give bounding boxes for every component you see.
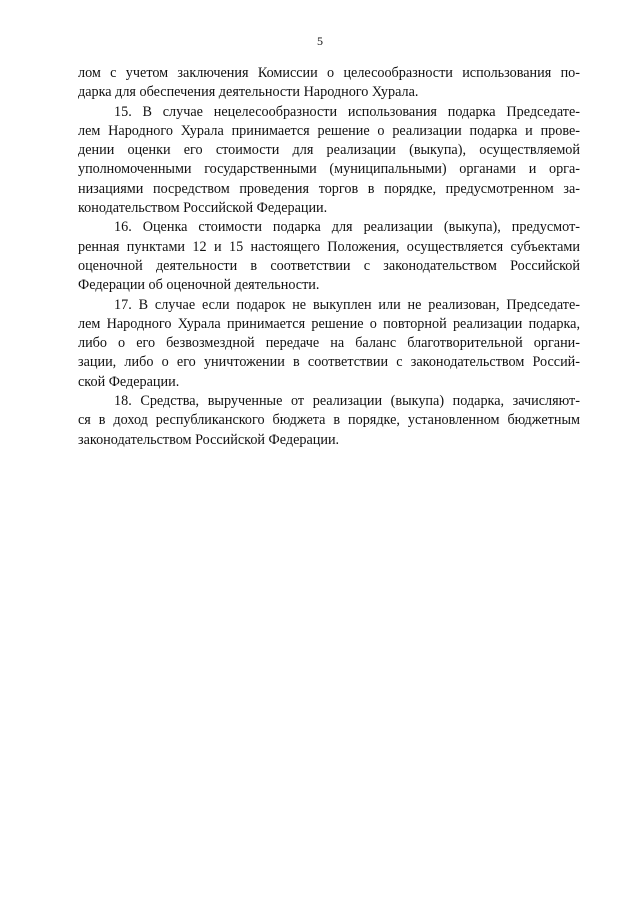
paragraph-clause-18 — [78, 392, 580, 450]
text-line: уполномоченными государственными (муниципальными) органами и орга- — [78, 161, 580, 178]
text-line: 18. Средства, вырученные от реализации (выкупа) подарка, зачисляют- — [114, 393, 580, 410]
text-line: дении оценки его стоимости для реализации (выкупа), осуществляемой — [78, 142, 580, 159]
text-line: зации, либо о его уничтожении в соответствии с законодательством Россий- — [78, 354, 580, 371]
text-line: ренная пунктами 12 и 15 настоящего Положения, осуществляется субъектами — [78, 238, 580, 255]
paragraph-clause-16 — [78, 218, 580, 295]
text-line: лом с учетом заключения Комиссии о целесообразности использования по- — [78, 65, 580, 81]
text-line: дарка для обеспечения деятельности Народного Хурала. — [78, 84, 419, 101]
page-number: 5 — [317, 34, 323, 48]
text-line: конодательством Российской Федерации. — [78, 200, 328, 217]
text-line: 16. Оценка стоимости подарка для реализации (выкупа), предусмот- — [114, 219, 580, 236]
text-line: низациями посредством проведения торгов в порядке, предусмотренном за- — [78, 180, 580, 197]
document-body — [78, 64, 580, 450]
text-line: лем Народного Хурала принимается решение о повторной реализации подарка, — [78, 315, 580, 332]
paragraph-clause-15 — [78, 103, 580, 219]
text-line: 15. В случае нецелесообразности использования подарка Председате- — [114, 103, 580, 120]
text-line: ской Федерации. — [78, 373, 180, 390]
text-line: либо о его безвозмездной передаче на баланс благотворительной органи- — [78, 335, 580, 352]
text-line: 17. В случае если подарок не выкуплен или не реализован, Председате- — [114, 296, 580, 313]
text-line: лем Народного Хурала принимается решение о реализации подарка и прове- — [78, 122, 580, 139]
text-line: ся в доход республиканского бюджета в порядке, установленном бюджетным — [78, 412, 580, 429]
text-line: оценочной деятельности в соответствии с законодательством Российской — [78, 257, 580, 274]
paragraph-continuation — [78, 64, 580, 103]
text-line: законодательством Российской Федерации. — [78, 431, 340, 448]
text-line: Федерации об оценочной деятельности. — [78, 277, 320, 294]
paragraph-clause-17 — [78, 296, 580, 392]
